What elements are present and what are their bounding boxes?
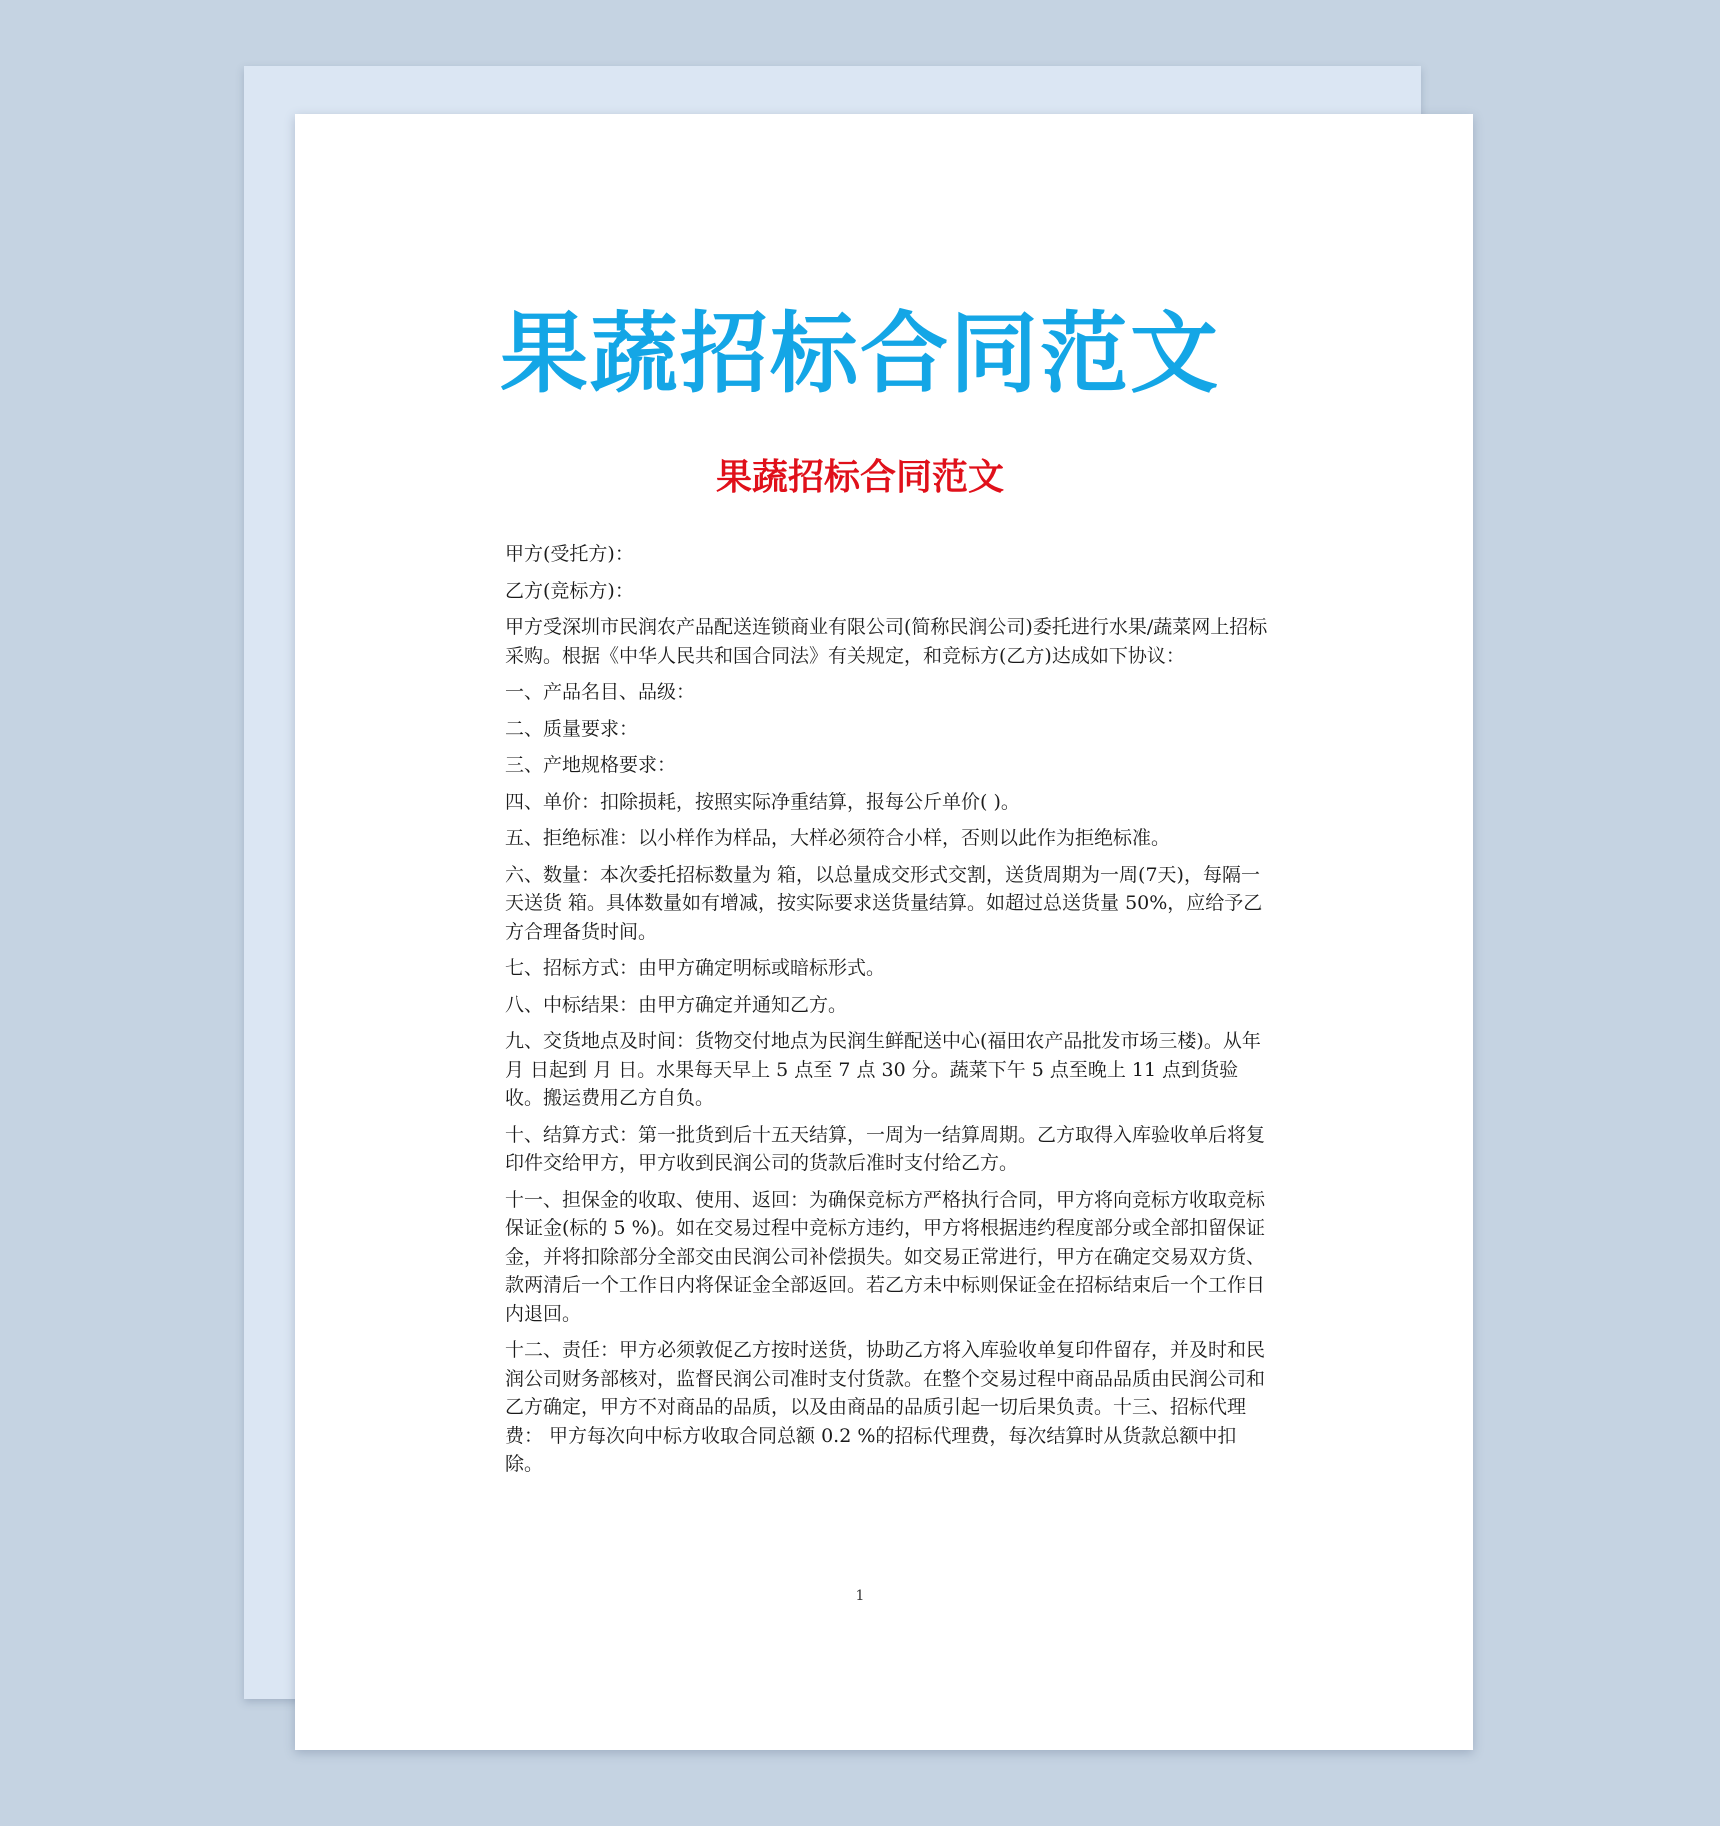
paragraph-clause-4: 四、单价：扣除损耗，按照实际净重结算，报每公斤单价( )。 [505, 790, 1020, 813]
paragraph-clause-10: 十、结算方式：第一批货到后十五天结算，一周为一结算周期。乙方取得入库验收单后将复印件交给甲方，甲方收到民润公司的货款后准时支付给乙方。 [505, 1123, 1266, 1174]
paragraph-clause-5: 五、拒绝标准：以小样作为样品，大样必须符合小样，否则以此作为拒绝标准。 [505, 827, 1171, 849]
paragraph-clause-1: 一、产品名目、品级： [505, 681, 696, 703]
paragraph-clause-2: 二、质量要求： [505, 717, 639, 740]
paragraph-clause-11: 十一、担保金的收取、使用、返回：为确保竞标方严格执行合同，甲方将向竞标方收取竞标保证金(标的 5 %)。如在交易过程中竞标方违约，甲方将根据违约程度部分或全部扣留保证金，并将扣除部分全部交由民润公司补偿损失。如交易正常进行，甲方在确定交易双方货、款两清后一个工作日内将保证金全部返回。若乙方未中标则保证金在招标结束后一个工作日内退回。 [505, 1188, 1266, 1325]
paragraph-clause-7: 七、招标方式：由甲方确定明标或暗标形式。 [505, 957, 886, 979]
paragraph-clause-8: 八、中标结果：由甲方确定并通知乙方。 [505, 993, 848, 1016]
paragraph-clause-9: 九、交货地点及时间：货物交付地点为民润生鲜配送中心(福田农产品批发市场三楼)。从年 月 日起到 月 日。水果每天早上 5 点至 7 点 30 分。蔬菜下午 5 点至晚上 11 点到货验收。搬运费用乙方自负。 [505, 1030, 1261, 1109]
paragraph-intro: 甲方受深圳市民润农产品配送连锁商业有限公司(简称民润公司)委托进行水果/蔬菜网上招标采购。根据《中华人民共和国合同法》有关规定，和竞标方(乙方)达成如下协议： [505, 616, 1268, 667]
contract-body [505, 540, 1270, 1487]
cover-title: 果蔬招标合同范文 [499, 302, 1220, 405]
page-number: 1 [855, 1588, 865, 1604]
paragraph-clause-6: 六、数量：本次委托招标数量为 箱，以总量成交形式交割，送货周期为一周(7天)，每隔一天送货 箱。具体数量如有增减，按实际要求送货量结算。如超过总送货量 50%，应给予乙方合理备货时间。 [505, 863, 1263, 943]
document-title: 果蔬招标合同范文 [715, 457, 1004, 498]
paragraph-party-b: 乙方(竞标方)： [505, 579, 634, 602]
paragraph-clause-3: 三、产地规格要求： [505, 754, 677, 776]
paragraph-clause-12: 十二、责任：甲方必须敦促乙方按时送货，协助乙方将入库验收单复印件留存，并及时和民润公司财务部核对，监督民润公司准时支付货款。在整个交易过程中商品品质由民润公司和乙方确定，甲方不对商品的品质，以及由商品的品质引起一切后果负责。十三、招标代理费： 甲方每次向中标方收取合同总额 0.2 %的招标代理费，每次结算时从货款总额中扣除。 [505, 1339, 1266, 1475]
paragraph-party-a: 甲方(受托方)： [505, 543, 634, 565]
